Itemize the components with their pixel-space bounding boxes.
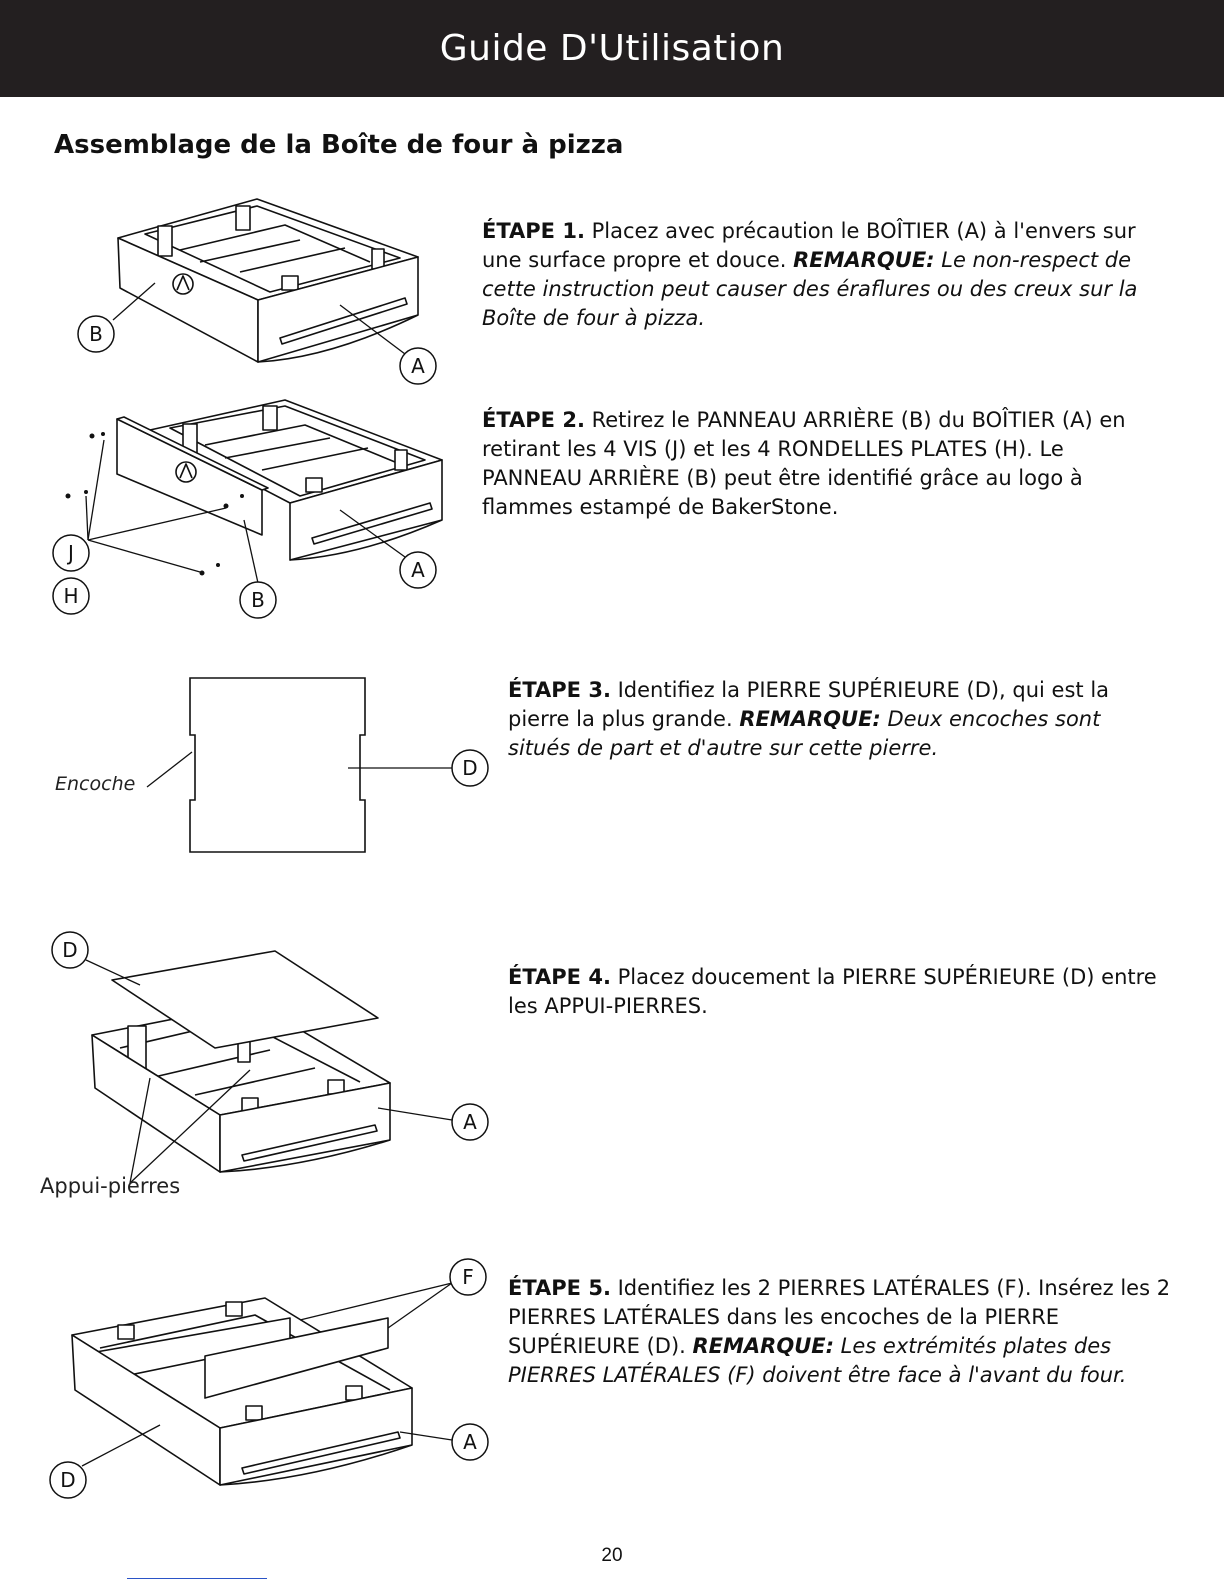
label-a-3: A [463,1110,477,1134]
step-1-body: Placez avec précaution le BOÎTIER (A) à l'envers sur une surface propre et douce. [482,219,1136,272]
step-5-note-label: REMARQUE: [692,1334,834,1358]
step-4-label: ÉTAPE 4. [508,965,611,989]
step-3-label: ÉTAPE 3. [508,678,611,702]
label-d-2: D [62,938,78,962]
step-5-body: Identifiez les 2 PIERRES LATÉRALES (F). Insérez les 2 PIERRES LATÉRALES dans les encoches de la PIERRE SUPÉRIEURE (D). [508,1276,1171,1358]
step-5-text [508,1274,1188,1390]
step-4-text [508,963,1168,1021]
label-f: F [462,1265,474,1289]
label-appui-pierres: Appui-pierres [40,1174,181,1198]
step-1-note: Le non-respect de cette instruction peut causer des éraflures ou des creux sur la Boîte de four à pizza. [482,248,1138,330]
step-2-body: Retirez le PANNEAU ARRIÈRE (B) du BOÎTIER (A) en retirant les 4 VIS (J) et les 4 RONDELLES PLATES (H). Le PANNEAU ARRIÈRE (B) peut être identifié grâce au logo à flammes estampé de BakerStone. [482,408,1126,519]
label-b: B [89,322,103,346]
step-3-note: Deux encoches sont situés de part et d'autre sur cette pierre. [508,707,1101,760]
label-b-2: B [251,588,265,612]
step-5-label: ÉTAPE 5. [508,1276,611,1300]
step-4-body: Placez doucement la PIERRE SUPÉRIEURE (D) entre les APPUI-PIERRES. [508,965,1157,1018]
step-1-note-label: REMARQUE: [793,248,935,272]
page-number: 20 [601,1545,623,1566]
label-d: D [462,756,478,780]
figure-step-2 [40,390,460,630]
label-h: H [63,584,79,608]
step-2-label: ÉTAPE 2. [482,408,585,432]
figure-step-4 [30,925,500,1205]
step-1-text [482,217,1162,333]
label-a-4: A [463,1430,477,1454]
label-d-3: D [60,1468,76,1492]
step-3-text [508,676,1168,763]
figure-step-1 [40,190,460,390]
step-2-text [482,406,1162,522]
page-header [0,0,1224,97]
label-a: A [411,354,425,378]
label-a-2: A [411,558,425,582]
footer-link-underline [127,1578,267,1579]
label-encoche: Encoche [55,773,136,795]
figure-step-3 [40,660,500,870]
figure-step-5 [30,1255,500,1510]
section-title: Assemblage de la Boîte de four à pizza [54,130,624,160]
label-j: J [68,541,74,565]
step-5-note: Les extrémités plates des PIERRES LATÉRALES (F) doivent être face à l'avant du four. [508,1334,1127,1387]
step-3-note-label: REMARQUE: [739,707,881,731]
step-1-label: ÉTAPE 1. [482,219,585,243]
header-title: Guide D'Utilisation [439,28,785,69]
step-3-body: Identifiez la PIERRE SUPÉRIEURE (D), qui est la pierre la plus grande. [508,678,1110,731]
